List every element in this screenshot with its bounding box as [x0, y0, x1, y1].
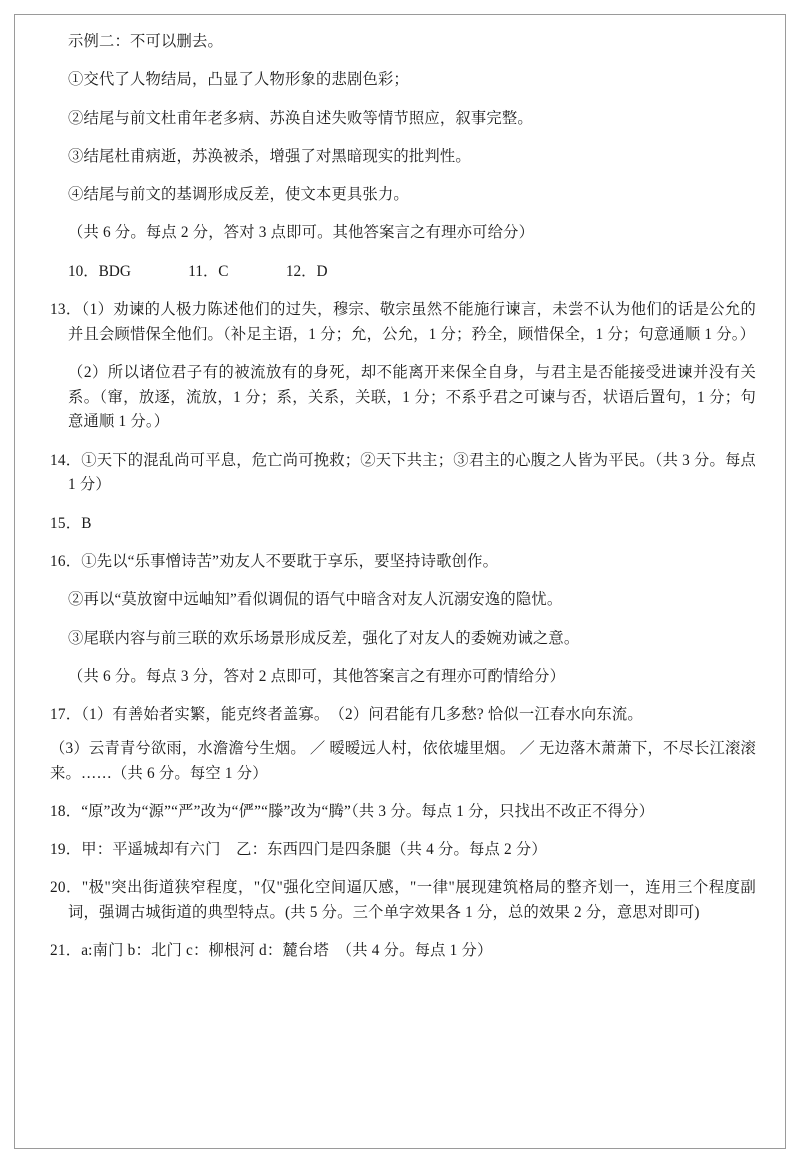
paragraph-point-3: ③结尾杜甫病逝，苏涣被杀，增强了对黑暗现实的批判性。 — [68, 147, 471, 165]
paragraph-point-2: ②结尾与前文杜甫年老多病、苏涣自述失败等情节照应，叙事完整。 — [68, 109, 533, 127]
answer-item-16-line-3: ③尾联内容与前三联的欢乐场景形成反差，强化了对友人的委婉劝诫之意。 — [68, 629, 580, 647]
answer-item-17-line-2: （3）云青青兮欲雨，水澹澹兮生烟。 ／ 暧暧远人村，依依墟里烟。 ／ 无边落木萧萧下，不尽长江滚滚来。……（共 6 分。每空 1 分） — [50, 739, 756, 782]
answer-item-16-score-note: （共 6 分。每点 3 分，答对 2 点即可，其他答案言之有理亦可酌情给分） — [68, 667, 566, 685]
answer-item-13-line-2: （2）所以诸位君子有的被流放有的身死，却不能离开来保全自身，与君主是否能接受进谏并没有关系。（窜，放逐，流放，1 分；系，关系，关联，1 分；不系乎君之可谏与否，状语后置句，1 分；句意通顺 1 分。） — [68, 363, 756, 431]
paragraph-point-1: ①交代了人物结局，凸显了人物形象的悲剧色彩； — [68, 71, 409, 89]
answer-item-16-line-2: ②再以“莫放窗中远岫知”看似调侃的语气中暗含对友人沉溺安逸的隐忧。 — [68, 591, 563, 609]
paragraph-example2: 示例二：不可以删去。 — [68, 33, 223, 50]
answer-item-21: 21．a:南门 b：北门 c：柳根河 d：麓台塔 （共 4 分。每点 1 分） — [50, 942, 493, 960]
answer-item-14: 14．①天下的混乱尚可平息，危亡尚可挽救；②天下共主；③君主的心腹之人皆为平民。（共 3 分。每点 1 分） — [50, 451, 756, 494]
document-body — [50, 30, 756, 978]
answer-item-16-line-1: 16．①先以“乐事憎诗苦”劝友人不要耽于享乐，要坚持诗歌创作。 — [50, 552, 499, 570]
answer-item-19: 19．甲：平遥城却有六门 乙：东西四门是四条腿（共 4 分。每点 2 分） — [50, 841, 547, 859]
answer-item-20: 20．"极"突出街道狭窄程度，"仅"强化空间逼仄感，"一律"展现建筑格局的整齐划一，连用三个程度副词，强调古城街道的典型特点。(共 5 分。三个单字效果各 1 分，总的效果 2 分，意思对即可) — [50, 879, 756, 922]
answer-item-15: 15．B — [50, 514, 92, 532]
answer-item-17-line-1: 17．（1）有善始者实繁，能克终者盖寡。 （2）问君能有几多愁? 恰似一江春水向东流。 — [50, 706, 643, 724]
answer-row-10-12: 10．BDG 11．C 12．D — [68, 262, 328, 280]
paragraph-point-4: ④结尾与前文的基调形成反差，使文本更具张力。 — [68, 186, 409, 204]
answer-item-13-line-1: 13．（1）劝谏的人极力陈述他们的过失，穆宗、敬宗虽然不能施行谏言，未尝不认为他们的话是公允的并且会顾惜保全他们。（补足主语，1 分；允，公允，1 分；矜全，顾惜保全，1 分；句意通顺 1 分。） — [50, 300, 756, 343]
paragraph-score-note-9: （共 6 分。每点 2 分，答对 3 点即可。其他答案言之有理亦可给分） — [68, 224, 535, 242]
answer-item-18: 18．“原”改为“源”“严”改为“俨”“滕”改为“腾”（共 3 分。每点 1 分，只找出不改正不得分） — [50, 802, 655, 820]
